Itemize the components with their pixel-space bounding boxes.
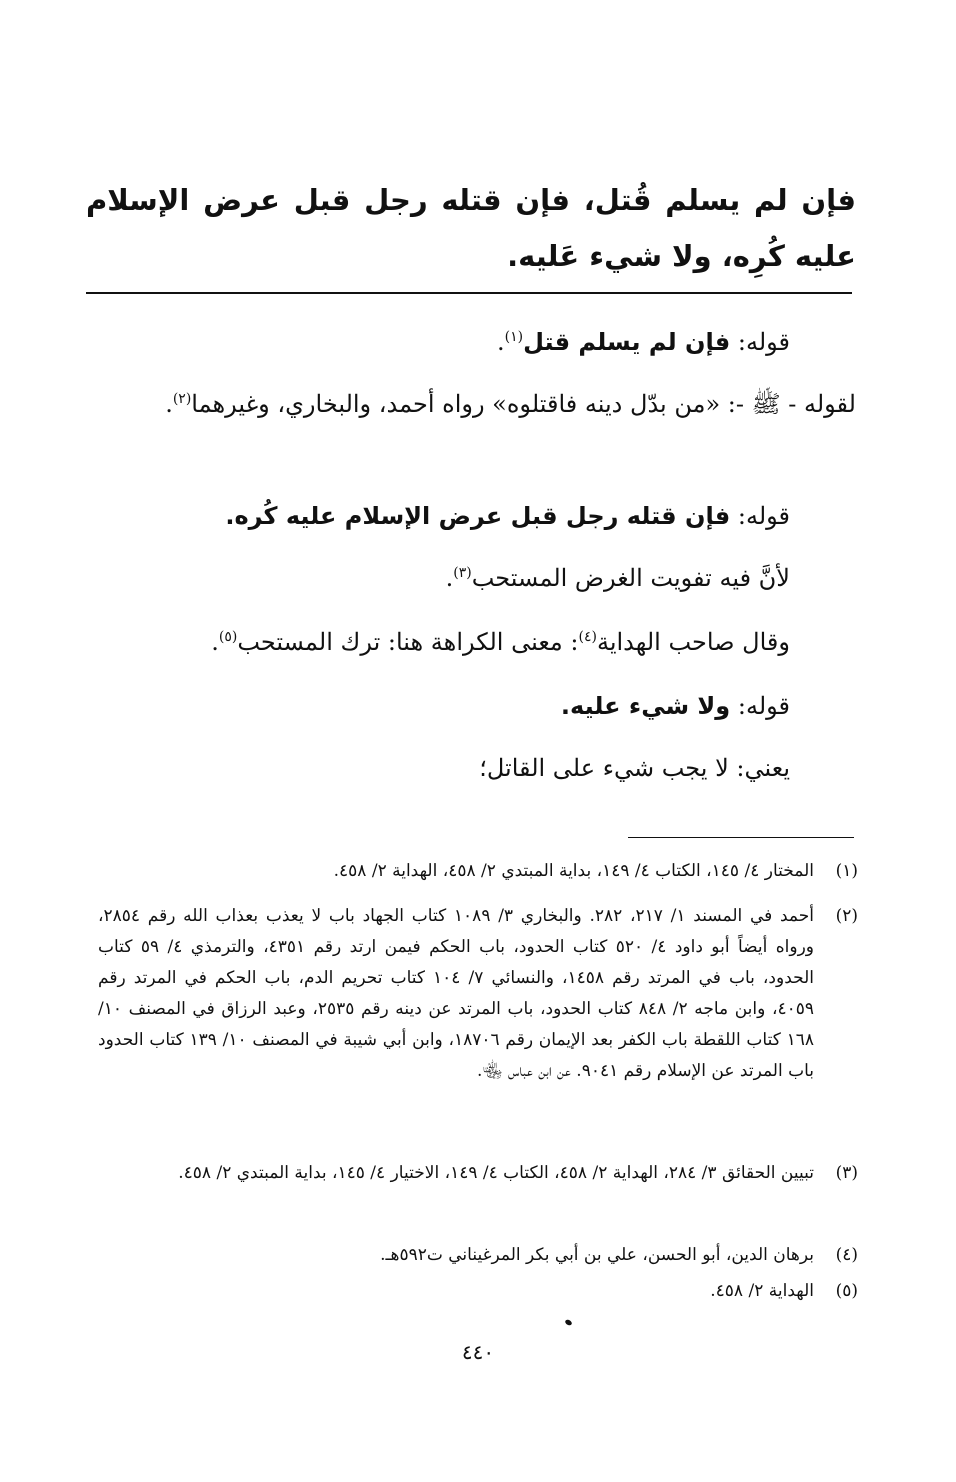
ink-mark (564, 1319, 573, 1327)
matn-text: فإن لم يسلم قُتل، فإن قتله رجل قبل عرض الإسلام عليه كُرِه، ولا شيء عَليه. (86, 183, 856, 273)
footnote-4 (98, 1240, 858, 1271)
footnote-ref: (٥) (218, 629, 238, 645)
quoted-matn: فإن قتله رجل قبل عرض الإسلام عليه كُره. (225, 502, 731, 530)
footnote-ref: (١) (504, 329, 524, 345)
footnote-ref: (٢) (172, 391, 192, 407)
commentary-line-7: يعني: لا يجب شيء على القاتل؛ (479, 754, 790, 782)
footnote-2 (98, 901, 858, 1087)
footnote-number: (٥) (835, 1281, 858, 1301)
quoted-matn: ولا شيء عليه. (560, 692, 731, 720)
footnote-ref: (٤) (578, 629, 597, 645)
footnote-separator (628, 837, 854, 838)
footnote-3 (98, 1158, 858, 1189)
footnote-text: أحمد في المسند ١/ ٢١٧، ٢٨٢. والبخاري ٣/ ١٠٨٩ كتاب الجهاد باب لا يعذب بعذاب الله رقم ٢٨٥٤، ورواه أيضاً أبو داود ٤/ ٥٢٠ كتاب الحدود، باب الحكم فيمن ارتد رقم ٤٣٥١، والترمذي ٤/ ٥٩ كتاب الحدود، باب في المرتد رقم ١٤٥٨، والنسائي ٧/ ١٠٤ كتاب تحريم الدم، باب الحكم في المرتد رقم ٤٠٥٩، وابن ماجه ٢/ ٨٤٨ كتاب الحدود، باب المرتد عن دينه رقم ٢٥٣٥، وعبد الرزاق في المصنف ١٠/ ١٦٨ كتاب اللقطة باب الكفر بعد الإيمان رقم ١٨٧٠٦، وابن أبي شيبة في المصنف ١٠/ ١٣٩ كتاب الحدود باب المرتد عن الإسلام رقم ٩٠٤١. عن ابن عباس ﵄. (98, 906, 814, 1081)
commentary-line-6 (561, 684, 790, 728)
separator-rule (86, 292, 852, 294)
label: قوله: (737, 328, 790, 356)
footnote-1 (98, 856, 858, 887)
commentary-line-5: وقال صاحب الهداية$^{(٤)}$: معنى الكراهة هنا: ترك المستحب$^{(٥)}$. (211, 628, 790, 656)
footnote-text: الهداية ٢/ ٤٥٨. (710, 1281, 814, 1301)
footnote-ref: (٣) (453, 565, 472, 581)
footnote-number: (٣) (835, 1163, 858, 1183)
commentary-line-2: لقوله - ﷺ -: «من بدّل دينه فاقتلوه» رواه أحمد، والبخاري، وغيرهما$^{(٢)}$. (165, 390, 856, 418)
footnote-5 (98, 1276, 858, 1307)
hadith-text: لقوله - ﷺ -: «من بدّل دينه فاقتلوه» رواه أحمد، والبخاري، وغيرهما (191, 390, 856, 418)
label: قوله: (737, 692, 790, 720)
label: قوله: (737, 502, 790, 530)
footnote-text: برهان الدين، أبو الحسن، علي بن أبي بكر المرغيناني ت٥٩٢هـ. (380, 1245, 814, 1265)
footnote-number: (٤) (835, 1245, 858, 1265)
footnote-text: تبيين الحقائق ٣/ ٢٨٤، الهداية ٢/ ٤٥٨، الكتاب ٤/ ١٤٩، الاختيار ٤/ ١٤٥، بداية المبتدي ٢/ ٤٥٨. (178, 1163, 814, 1183)
commentary-line-1: قوله: فإن لم يسلم قتل$^{(١)}$. (497, 328, 790, 356)
page-number: ٤٤٠ (461, 1340, 495, 1364)
footnote-number: (١) (835, 861, 858, 881)
quoted-matn: فإن لم يسلم قتل (523, 328, 731, 356)
footnote-number: (٢) (835, 906, 858, 926)
footnote-text: المختار ٤/ ١٤٥، الكتاب ٤/ ١٤٩، بداية المبتدي ٢/ ٤٥٨، الهداية ٢/ ٤٥٨. (333, 861, 814, 881)
commentary-line-4: لأنَّ فيه تفويت الغرض المستحب$^{(٣)}$. (445, 564, 790, 592)
commentary-line-3 (225, 494, 790, 538)
